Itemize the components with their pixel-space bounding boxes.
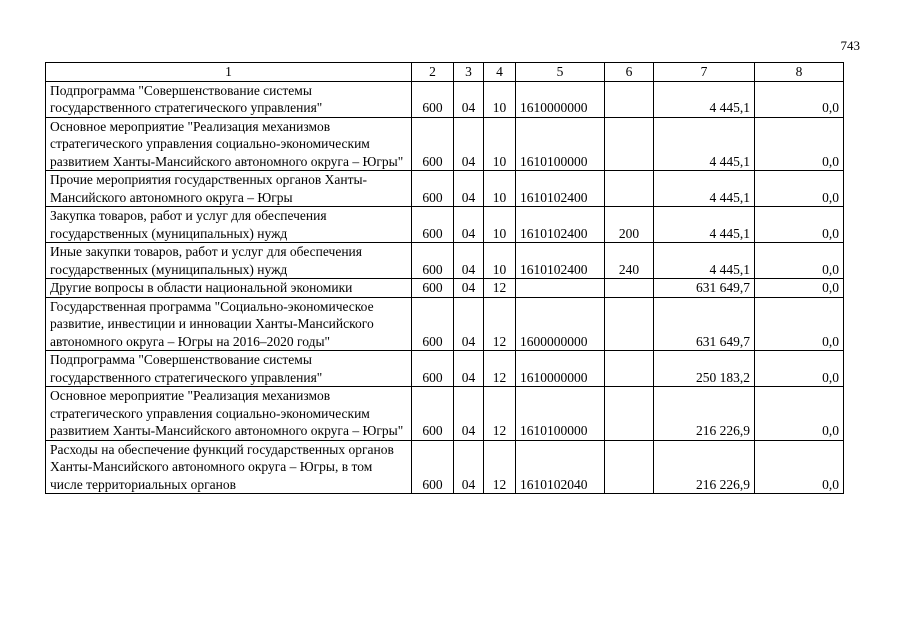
cell-c6 xyxy=(605,351,654,387)
cell-c4: 12 xyxy=(484,279,516,298)
table-row xyxy=(46,243,844,279)
cell-row-name: Государственная программа "Социально-экономическое развитие, инвестиции и инновации Ханты-Мансийского автономного округа – Югры на 2016–2020 годы" xyxy=(46,297,412,351)
cell-c4: 10 xyxy=(484,207,516,243)
header-cell: 5 xyxy=(516,63,605,82)
cell-c3: 04 xyxy=(454,207,484,243)
header-cell: 6 xyxy=(605,63,654,82)
cell-c3: 04 xyxy=(454,387,484,441)
cell-row-name: Иные закупки товаров, работ и услуг для обеспечения государственных (муниципальных) нужд xyxy=(46,243,412,279)
table-row xyxy=(46,207,844,243)
cell-c5 xyxy=(516,279,605,298)
budget-table xyxy=(45,62,844,494)
cell-c5: 1610102400 xyxy=(516,243,605,279)
cell-c5: 1610100000 xyxy=(516,117,605,171)
cell-c8: 0,0 xyxy=(755,297,844,351)
cell-c7: 4 445,1 xyxy=(654,117,755,171)
cell-c2: 600 xyxy=(412,351,454,387)
cell-c7: 4 445,1 xyxy=(654,243,755,279)
cell-c5: 1600000000 xyxy=(516,297,605,351)
cell-c6: 200 xyxy=(605,207,654,243)
cell-c3: 04 xyxy=(454,351,484,387)
table-row xyxy=(46,117,844,171)
header-row xyxy=(46,63,844,82)
cell-c4: 12 xyxy=(484,440,516,494)
cell-c5: 1610102400 xyxy=(516,171,605,207)
cell-c3: 04 xyxy=(454,171,484,207)
cell-c4: 10 xyxy=(484,117,516,171)
cell-c8: 0,0 xyxy=(755,171,844,207)
header-cell: 3 xyxy=(454,63,484,82)
cell-c7: 631 649,7 xyxy=(654,297,755,351)
cell-row-name: Основное мероприятие "Реализация механизмов стратегического управления социально-экономическим развитием Ханты-Мансийского автономного округа – Югры" xyxy=(46,117,412,171)
cell-c2: 600 xyxy=(412,117,454,171)
cell-c2: 600 xyxy=(412,243,454,279)
cell-c8: 0,0 xyxy=(755,440,844,494)
cell-c8: 0,0 xyxy=(755,81,844,117)
cell-c3: 04 xyxy=(454,440,484,494)
table-row xyxy=(46,387,844,441)
cell-c6 xyxy=(605,297,654,351)
header-cell: 2 xyxy=(412,63,454,82)
table-row xyxy=(46,279,844,298)
cell-c6 xyxy=(605,81,654,117)
table-row xyxy=(46,297,844,351)
cell-c8: 0,0 xyxy=(755,351,844,387)
cell-c6 xyxy=(605,171,654,207)
cell-row-name: Прочие мероприятия государственных органов Ханты-Мансийского автономного округа – Югры xyxy=(46,171,412,207)
page-number: 743 xyxy=(840,38,860,53)
header-cell: 8 xyxy=(755,63,844,82)
cell-c6 xyxy=(605,117,654,171)
header-cell: 1 xyxy=(46,63,412,82)
header-cell: 4 xyxy=(484,63,516,82)
cell-c4: 12 xyxy=(484,387,516,441)
cell-c3: 04 xyxy=(454,81,484,117)
cell-c3: 04 xyxy=(454,279,484,298)
cell-c5: 1610000000 xyxy=(516,351,605,387)
cell-c5: 1610000000 xyxy=(516,81,605,117)
cell-c7: 4 445,1 xyxy=(654,171,755,207)
cell-c8: 0,0 xyxy=(755,207,844,243)
cell-c8: 0,0 xyxy=(755,243,844,279)
cell-row-name: Подпрограмма "Совершенствование системы государственного стратегического управления" xyxy=(46,351,412,387)
cell-c6 xyxy=(605,440,654,494)
cell-c2: 600 xyxy=(412,171,454,207)
cell-c6 xyxy=(605,279,654,298)
cell-c7: 216 226,9 xyxy=(654,387,755,441)
cell-row-name: Расходы на обеспечение функций государственных органов Ханты-Мансийского автономного округа – Югры, в том числе территориальных органов xyxy=(46,440,412,494)
cell-c4: 10 xyxy=(484,243,516,279)
cell-c7: 631 649,7 xyxy=(654,279,755,298)
cell-c5: 1610102400 xyxy=(516,207,605,243)
cell-c8: 0,0 xyxy=(755,279,844,298)
header-cell: 7 xyxy=(654,63,755,82)
table-row xyxy=(46,440,844,494)
table-row xyxy=(46,171,844,207)
cell-c7: 250 183,2 xyxy=(654,351,755,387)
cell-c5: 1610100000 xyxy=(516,387,605,441)
cell-c3: 04 xyxy=(454,297,484,351)
cell-c7: 4 445,1 xyxy=(654,81,755,117)
cell-row-name: Основное мероприятие "Реализация механизмов стратегического управления социально-экономическим развитием Ханты-Мансийского автономного округа – Югры" xyxy=(46,387,412,441)
table-row xyxy=(46,81,844,117)
cell-row-name: Подпрограмма "Совершенствование системы государственного стратегического управления" xyxy=(46,81,412,117)
cell-c6: 240 xyxy=(605,243,654,279)
cell-c4: 10 xyxy=(484,171,516,207)
cell-c2: 600 xyxy=(412,440,454,494)
cell-c2: 600 xyxy=(412,207,454,243)
cell-c6 xyxy=(605,387,654,441)
cell-c2: 600 xyxy=(412,297,454,351)
cell-c2: 600 xyxy=(412,279,454,298)
cell-c7: 4 445,1 xyxy=(654,207,755,243)
cell-c3: 04 xyxy=(454,243,484,279)
table-row xyxy=(46,351,844,387)
cell-c2: 600 xyxy=(412,387,454,441)
cell-c5: 1610102040 xyxy=(516,440,605,494)
cell-row-name: Другие вопросы в области национальной экономики xyxy=(46,279,412,298)
cell-c4: 12 xyxy=(484,297,516,351)
cell-c4: 10 xyxy=(484,81,516,117)
cell-c8: 0,0 xyxy=(755,117,844,171)
cell-row-name: Закупка товаров, работ и услуг для обеспечения государственных (муниципальных) нужд xyxy=(46,207,412,243)
cell-c2: 600 xyxy=(412,81,454,117)
cell-c3: 04 xyxy=(454,117,484,171)
cell-c8: 0,0 xyxy=(755,387,844,441)
cell-c4: 12 xyxy=(484,351,516,387)
cell-c7: 216 226,9 xyxy=(654,440,755,494)
